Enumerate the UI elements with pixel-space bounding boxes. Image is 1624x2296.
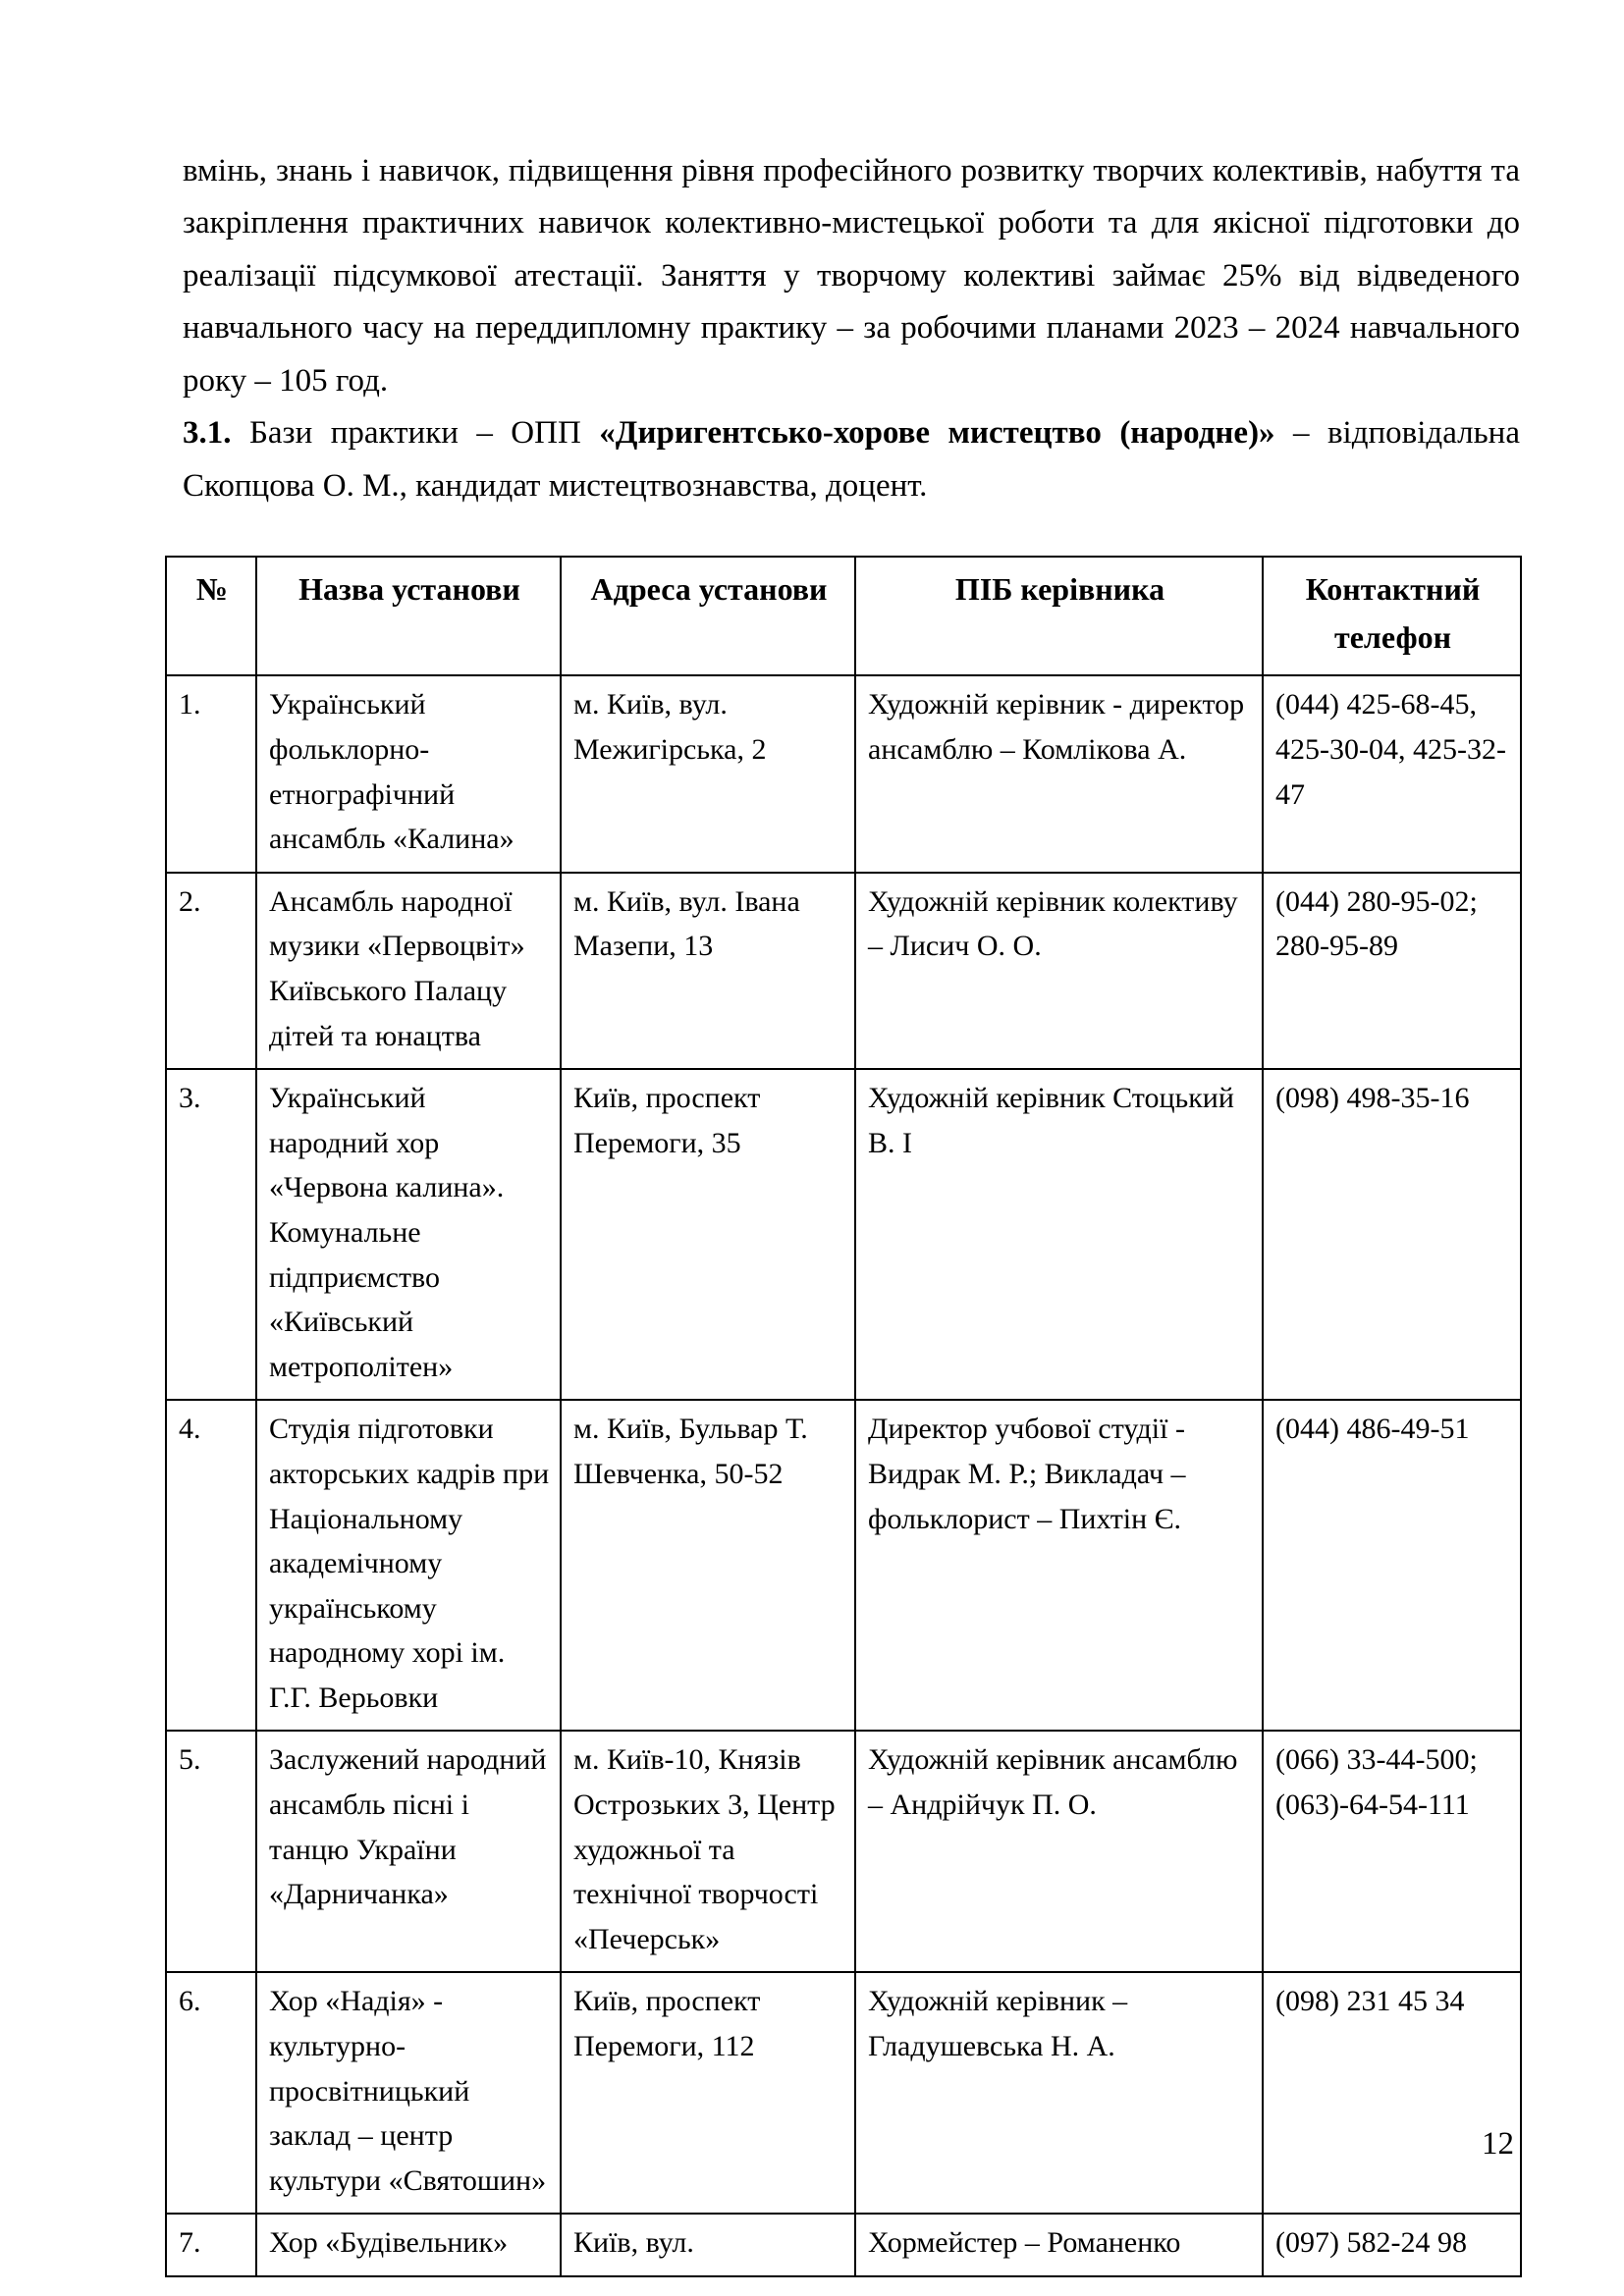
cell-institution-name: Хор «Надія» - культурно-просвітницький заклад – центр культури «Святошин»: [256, 1972, 561, 2214]
table-header: [166, 557, 1521, 675]
cell-contact-phone: (066) 33-44-500; (063)-64-54-111: [1263, 1731, 1521, 1972]
table-row: [166, 1972, 1521, 2214]
cell-institution-name: Ансамбль народної музики «Первоцвіт» Київського Палацу дітей та юнацтва: [256, 873, 561, 1069]
cell-contact-phone: (044) 425-68-45, 425-30-04, 425-32-47: [1263, 675, 1521, 872]
cell-manager-name: Художній керівник колективу – Лисич О. О.: [855, 873, 1263, 1069]
section-program-title: «Диригентсько-хорове мистецтво (народне)»: [599, 415, 1275, 452]
column-header-manager-name: ПІБ керівника: [855, 557, 1263, 675]
cell-manager-name: Художній керівник - директор ансамблю – Комлікова А.: [855, 675, 1263, 872]
cell-manager-name: Художній керівник ансамблю – Андрійчук П. О.: [855, 1731, 1263, 1972]
cell-number: 5.: [166, 1731, 256, 1972]
cell-institution-address: м. Київ, вул. Івана Мазепи, 13: [561, 873, 855, 1069]
cell-institution-address: м. Київ-10, Князів Острозьких 3, Центр художньої та технічної творчості «Печерськ»: [561, 1731, 855, 1972]
column-header-institution-name: Назва установи: [256, 557, 561, 675]
column-header-institution-address: Адреса установи: [561, 557, 855, 675]
column-header-contact-phone: Контактний телефон: [1263, 557, 1521, 675]
cell-number: 2.: [166, 873, 256, 1069]
cell-contact-phone: (044) 486-49-51: [1263, 1400, 1521, 1731]
cell-institution-address: Київ, проспект Перемоги, 35: [561, 1069, 855, 1400]
table-row: [166, 873, 1521, 1069]
section-lead-text: Бази практики – ОПП: [231, 415, 600, 452]
cell-institution-name: Заслужений народний ансамбль пісні і танцю України «Дарничанка»: [256, 1731, 561, 1972]
cell-number: 6.: [166, 1972, 256, 2214]
cell-institution-name: Український народний хор «Червона калина». Комунальне підприємство «Київський метрополітен»: [256, 1069, 561, 1400]
cell-contact-phone: (097) 582-24 98: [1263, 2214, 1521, 2276]
table-body: [166, 675, 1521, 2276]
cell-number: 4.: [166, 1400, 256, 1731]
cell-institution-name: Український фольклорно-етнографічний ансамбль «Калина»: [256, 675, 561, 872]
column-header-number: №: [166, 557, 256, 675]
practice-bases-table: [165, 556, 1522, 2277]
table-row: [166, 1069, 1521, 1400]
cell-manager-name: Хормейстер – Романенко: [855, 2214, 1263, 2276]
table-row: [166, 675, 1521, 872]
table-row: [166, 1400, 1521, 1731]
cell-contact-phone: (098) 498-35-16: [1263, 1069, 1521, 1400]
cell-number: 7.: [166, 2214, 256, 2276]
section-heading: [183, 407, 1520, 512]
cell-institution-address: Київ, проспект Перемоги, 112: [561, 1972, 855, 2214]
cell-institution-address: м. Київ, вул. Межигірська, 2: [561, 675, 855, 872]
cell-contact-phone: (044) 280-95-02; 280-95-89: [1263, 873, 1521, 1069]
cell-institution-name: Студія підготовки акторських кадрів при Національному академічному українському народному хорі ім. Г.Г. Верьовки: [256, 1400, 561, 1731]
table-row: [166, 1731, 1521, 1972]
cell-institution-name: Хор «Будівельник»: [256, 2214, 561, 2276]
cell-manager-name: Художній керівник – Гладушевська Н. А.: [855, 1972, 1263, 2214]
cell-manager-name: Директор учбової студії - Видрак М. Р.; Викладач – фольклорист – Пихтін Є.: [855, 1400, 1263, 1731]
table-row: [166, 2214, 1521, 2276]
cell-institution-address: м. Київ, Бульвар Т. Шевченка, 50-52: [561, 1400, 855, 1731]
cell-institution-address: Київ, вул.: [561, 2214, 855, 2276]
section-tail-text: – відповідальна Скопцова О. М., кандидат мистецтвознавства, доцент.: [183, 415, 1520, 504]
table-header-row: [166, 557, 1521, 675]
cell-contact-phone: (098) 231 45 34: [1263, 1972, 1521, 2214]
section-number: 3.1.: [183, 415, 232, 452]
cell-number: 3.: [166, 1069, 256, 1400]
page-content: [179, 145, 1520, 2277]
page-number: 12: [1482, 2126, 1514, 2162]
intro-paragraph: вмінь, знань і навичок, підвищення рівня професійного розвитку творчих колективів, набуття та закріплення практичних навичок колективно-мистецької роботи та для якісної підготовки до реалізації підсумкової атестації. Заняття у творчому колективі займає 25% від відведеного навчального часу на переддипломну практику – за робочими планами 2023 – 2024 навчального року – 105 год.: [183, 153, 1520, 399]
cell-number: 1.: [166, 675, 256, 872]
cell-manager-name: Художній керівник Стоцький В. І: [855, 1069, 1263, 1400]
